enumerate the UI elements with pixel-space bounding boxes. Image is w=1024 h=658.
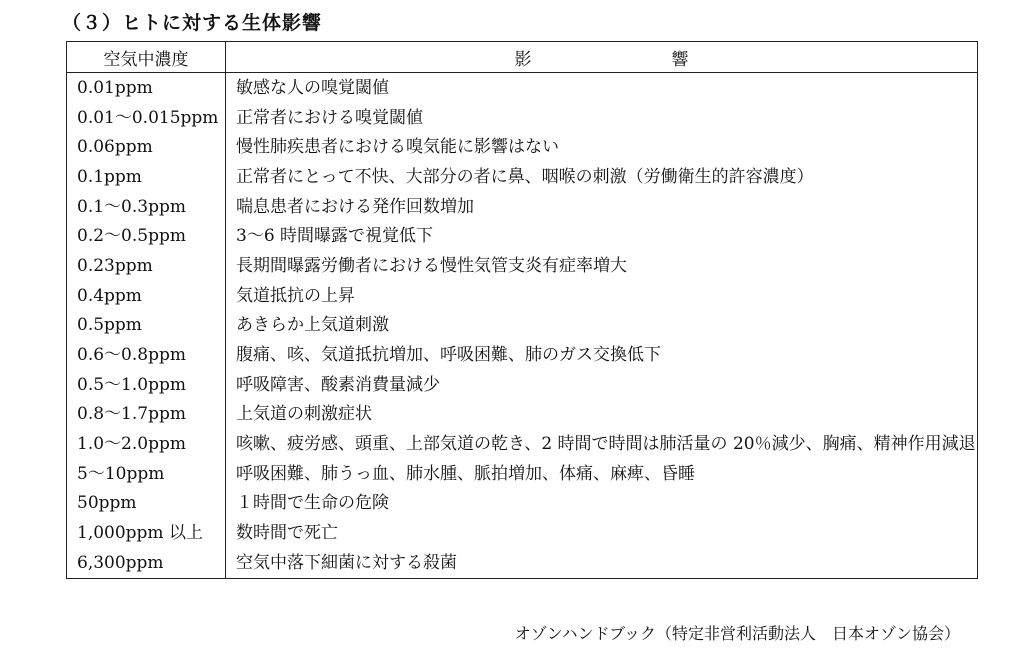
source-citation: オゾンハンドブック（特定非営利活動法人 日本オゾン協会） — [514, 624, 960, 643]
effect-cell: 呼吸困難、肺うっ血、肺水腫、脈拍増加、体痛、麻痺、昏睡 — [236, 463, 695, 484]
effect-cell: １時間で生命の危険 — [236, 493, 389, 514]
effect-cell: 気道抵抗の上昇 — [236, 285, 355, 306]
concentration-cell: 1.0～2.0ppm — [67, 429, 226, 459]
table-row — [67, 221, 978, 251]
table-row — [67, 192, 978, 222]
effect-cell: 空気中落下細菌に対する殺菌 — [236, 552, 457, 573]
effect-cell: 数時間で死亡 — [236, 523, 338, 544]
table-row — [67, 132, 978, 162]
concentration-cell: 0.1～0.3ppm — [67, 192, 226, 222]
table-row — [67, 251, 978, 281]
effect-cell: 咳嗽、疲労感、頭重、上部気道の乾き、2 時間で時間は肺活量の 20％減少、胸痛、精神作用減退 — [236, 434, 976, 455]
table-row — [67, 340, 978, 370]
concentration-cell: 0.2～0.5ppm — [67, 221, 226, 251]
concentration-cell: 0.6～0.8ppm — [67, 340, 226, 370]
effect-cell: 上気道の刺激症状 — [236, 404, 372, 425]
concentration-column-header: 空気中濃度 — [67, 42, 226, 73]
concentration-cell: 0.01ppm — [67, 73, 226, 103]
effect-cell: 喘息患者における発作回数増加 — [236, 196, 474, 217]
concentration-cell: 50ppm — [67, 489, 226, 519]
table-row — [67, 103, 978, 133]
concentration-cell: 0.06ppm — [67, 132, 226, 162]
table-row — [67, 429, 978, 459]
table-row — [67, 548, 978, 578]
ozone-effects-table — [66, 41, 978, 579]
concentration-cell: 6,300ppm — [67, 548, 226, 578]
concentration-cell: 0.01～0.015ppm — [67, 103, 226, 133]
effect-cell: 長期間曝露労働者における慢性気管支炎有症率増大 — [236, 255, 627, 276]
effect-cell: 腹痛、咳、気道抵抗増加、呼吸困難、肺のガス交換低下 — [236, 345, 661, 366]
concentration-cell: 0.23ppm — [67, 251, 226, 281]
effect-cell: 正常者にとって不快、大部分の者に鼻、咽喉の刺激（労働衛生的許容濃度） — [236, 166, 814, 187]
table-row — [67, 162, 978, 192]
effect-cell: あきらか上気道刺激 — [236, 315, 389, 336]
table-row — [67, 73, 978, 103]
concentration-cell: 5～10ppm — [67, 459, 226, 489]
effect-cell: 敏感な人の嗅覚閾値 — [236, 77, 389, 98]
effect-cell: 正常者における嗅覚閾値 — [236, 107, 423, 128]
table-row — [67, 400, 978, 430]
concentration-cell: 1,000ppm 以上 — [67, 518, 226, 548]
section-title: （３）ヒトに対する生体影響 — [62, 12, 323, 34]
effect-cell: 呼吸障害、酸素消費量減少 — [236, 374, 440, 395]
table-row — [67, 281, 978, 311]
table-row — [67, 370, 978, 400]
effect-cell: 3～6 時間曝露で視覚低下 — [236, 226, 434, 247]
concentration-cell: 0.4ppm — [67, 281, 226, 311]
concentration-cell: 0.8～1.7ppm — [67, 400, 226, 430]
table-row — [67, 518, 978, 548]
effect-column-header-label: 影響 — [514, 49, 829, 70]
effect-cell: 慢性肺疾患者における嗅気能に影響はない — [236, 137, 559, 158]
table-header-row — [67, 42, 978, 73]
concentration-cell: 0.5～1.0ppm — [67, 370, 226, 400]
table-row — [67, 459, 978, 489]
effect-column-header — [226, 42, 978, 73]
concentration-cell: 0.5ppm — [67, 311, 226, 341]
table-row — [67, 489, 978, 519]
concentration-cell: 0.1ppm — [67, 162, 226, 192]
table-row — [67, 311, 978, 341]
